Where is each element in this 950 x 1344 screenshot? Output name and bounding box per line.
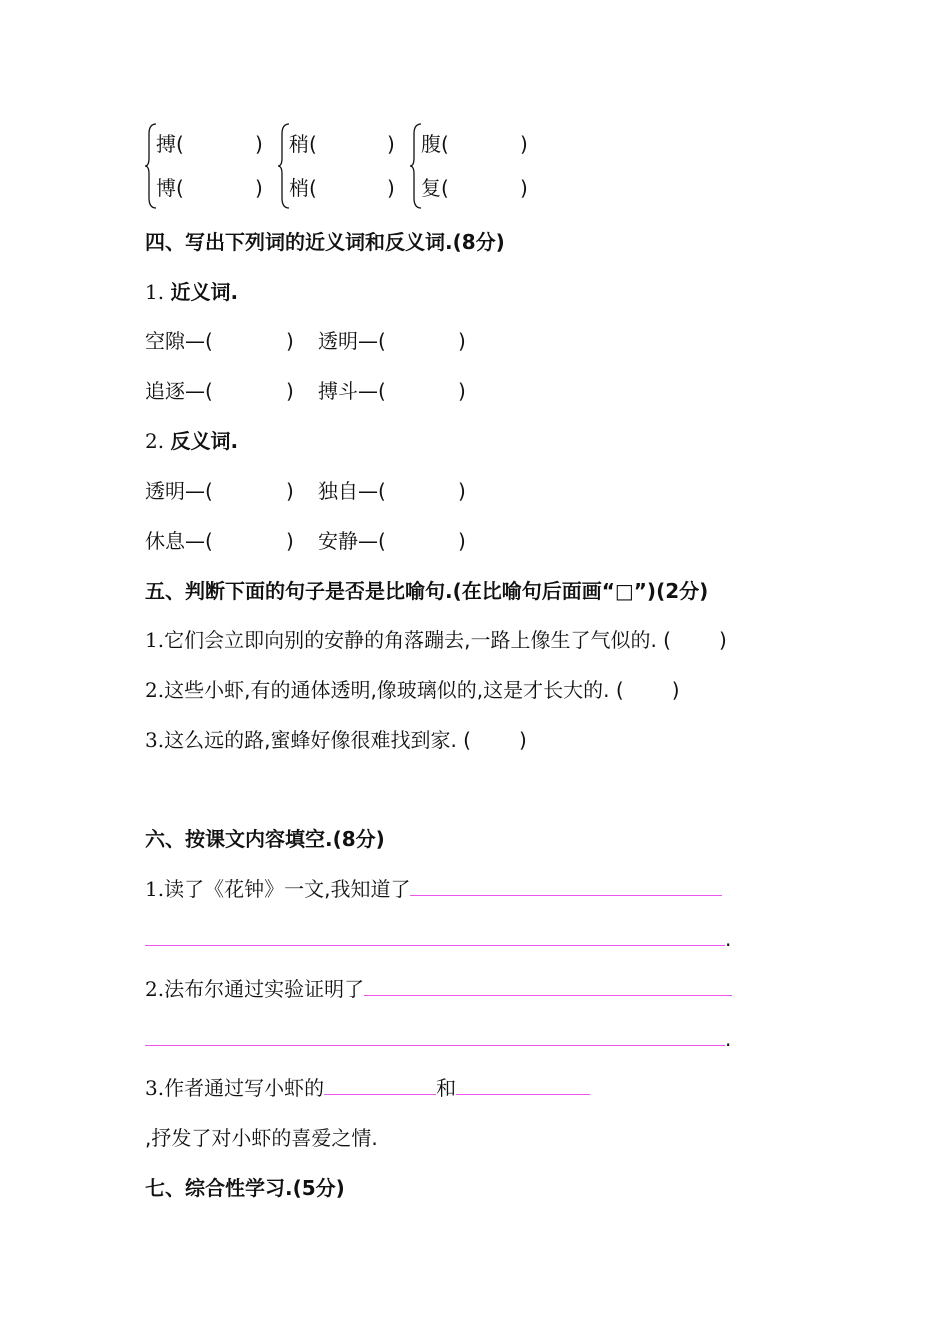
section-6-title: 六、按课文内容填空.(8分): [145, 827, 385, 851]
judge-item-3: 3.这么远的路,蜜蜂好像很难找到家. ( ): [145, 728, 527, 752]
fill-question-3: 3.作者通过写小虾的 和: [145, 1074, 590, 1102]
antonym-item-2: 独自—( ): [318, 479, 466, 503]
answer-blank[interactable]: [324, 1074, 436, 1095]
antonym-item-4: 安静—( ): [318, 529, 466, 553]
fill-question-3-continuation: ,抒发了对小虾的喜爱之情.: [145, 1126, 378, 1150]
char-bottom: 梢(: [289, 176, 317, 200]
answer-blank[interactable]: [145, 925, 725, 946]
section-4-title: 四、写出下列词的近义词和反义词.(8分): [145, 230, 505, 254]
paren-close: ): [255, 132, 263, 156]
section-7-title: 七、综合性学习.(5分): [145, 1176, 345, 1200]
fill-question-2-continuation: .: [145, 1025, 731, 1053]
judge-item-2: 2.这些小虾,有的通体透明,像玻璃似的,这是才长大的. ( ): [145, 678, 680, 702]
synonym-item-4: 搏斗—( ): [318, 379, 466, 403]
char-top: 稍(: [289, 132, 317, 156]
paren-close: ): [255, 176, 263, 200]
paren-close: ): [520, 132, 528, 156]
synonym-heading: 1. 近义词.: [145, 280, 239, 304]
antonym-item-3: 休息—( ): [145, 529, 294, 553]
judge-item-1: 1.它们会立即向别的安静的角落蹦去,一路上像生了气似的. ( ): [145, 628, 727, 652]
answer-blank[interactable]: [456, 1074, 590, 1095]
synonym-item-3: 追逐—( ): [145, 379, 294, 403]
fill-question-2: 2.法布尔通过实验证明了: [145, 975, 732, 1003]
synonym-item-1: 空隙—( ): [145, 329, 294, 353]
char-top: 腹(: [421, 132, 449, 156]
brace-group-1: [145, 122, 270, 212]
answer-blank[interactable]: [364, 975, 732, 996]
antonym-heading: 2. 反义词.: [145, 429, 239, 453]
char-top: 搏(: [156, 132, 184, 156]
antonym-item-1: 透明—( ): [145, 479, 294, 503]
paren-close: ): [387, 176, 395, 200]
answer-blank[interactable]: [145, 1025, 725, 1046]
answer-blank[interactable]: [410, 875, 722, 896]
synonym-item-2: 透明—( ): [318, 329, 466, 353]
paren-close: ): [387, 132, 395, 156]
section-5-title: 五、判断下面的句子是否是比喻句.(在比喻句后面画“□”)(2分): [145, 579, 709, 603]
char-bottom: 博(: [156, 176, 184, 200]
paren-close: ): [520, 176, 528, 200]
fill-question-1: 1.读了《花钟》一文,我知道了: [145, 875, 722, 903]
brace-group-2: [278, 122, 403, 212]
fill-question-1-continuation: .: [145, 925, 731, 953]
brace-group-3: [410, 122, 535, 212]
char-bottom: 复(: [421, 176, 449, 200]
